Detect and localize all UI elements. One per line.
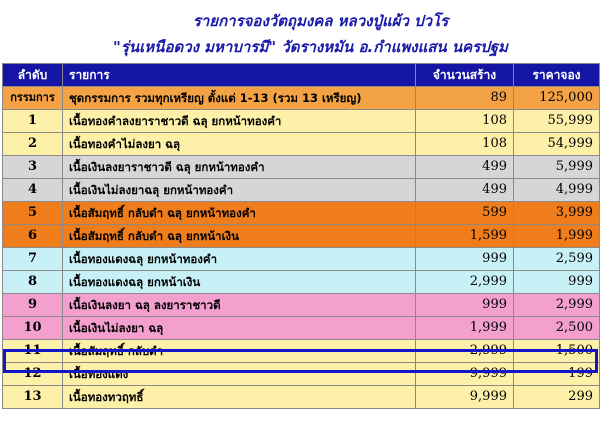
cell-item: เนื้อสัมฤทธิ์ กลับดำ — [63, 340, 416, 363]
cell-qty: 9,999 — [416, 363, 514, 386]
table-row — [3, 156, 600, 179]
table-row — [3, 110, 600, 133]
cell-qty: 999 — [416, 248, 514, 271]
cell-price: 2,500 — [514, 317, 600, 340]
cell-no: 3 — [3, 156, 63, 179]
column-header-item: รายการ — [63, 64, 416, 87]
cell-item: เนื้อทองทวฤทธิ์ — [63, 386, 416, 409]
cell-no: 7 — [3, 248, 63, 271]
cell-qty: 1,599 — [416, 225, 514, 248]
cell-item: เนื้อสัมฤทธิ์ กลับดำ ฉลุ ยกหน้าทองคำ — [63, 202, 416, 225]
cell-price: 1,999 — [514, 225, 600, 248]
table-row — [3, 179, 600, 202]
cell-price: 3,999 — [514, 202, 600, 225]
cell-price: 125,000 — [514, 87, 600, 110]
cell-price: 2,999 — [514, 294, 600, 317]
table-body — [3, 87, 600, 409]
cell-item: เนื้อเงินลงยา ฉลุ ลงยาราชาวดี — [63, 294, 416, 317]
cell-qty: 499 — [416, 156, 514, 179]
cell-price: 54,999 — [514, 133, 600, 156]
cell-item: เนื้อทองแดงฉลุ ยกหน้าเงิน — [63, 271, 416, 294]
cell-no: กรรมการ — [3, 87, 63, 110]
cell-qty: 499 — [416, 179, 514, 202]
cell-item: เนื้อทองคำไม่ลงยา ฉลุ — [63, 133, 416, 156]
cell-no: 6 — [3, 225, 63, 248]
cell-no: 10 — [3, 317, 63, 340]
header-line-2: "รุ่นเหนือดวง มหาบารมี" วัดรางหมัน อ.กำแพงแสน นครปฐม — [113, 38, 508, 56]
cell-no: 4 — [3, 179, 63, 202]
cell-price: 4,999 — [514, 179, 600, 202]
cell-no: 1 — [3, 110, 63, 133]
cell-item: เนื้อทองแดง — [63, 363, 416, 386]
cell-no: 13 — [3, 386, 63, 409]
cell-qty: 108 — [416, 133, 514, 156]
table-row — [3, 386, 600, 409]
cell-item: เนื้อทองแดงฉลุ ยกหน้าทองคำ — [63, 248, 416, 271]
cell-price: 1,500 — [514, 340, 600, 363]
cell-qty: 9,999 — [416, 386, 514, 409]
cell-qty: 599 — [416, 202, 514, 225]
table-row — [3, 271, 600, 294]
cell-qty: 2,999 — [416, 340, 514, 363]
table-row — [3, 202, 600, 225]
cell-qty: 89 — [416, 87, 514, 110]
cell-item: เนื้อสัมฤทธิ์ กลับดำ ฉลุ ยกหน้าเงิน — [63, 225, 416, 248]
cell-item: เนื้อเงินไม่ลงยา ฉลุ — [63, 317, 416, 340]
table-row — [3, 87, 600, 110]
column-header-no: ลำดับ — [3, 64, 63, 87]
cell-no: 2 — [3, 133, 63, 156]
table-row — [3, 248, 600, 271]
cell-no: 11 — [3, 340, 63, 363]
table-row — [3, 133, 600, 156]
cell-price: 5,999 — [514, 156, 600, 179]
cell-qty: 1,999 — [416, 317, 514, 340]
price-table — [2, 63, 600, 409]
table-header-row — [3, 64, 600, 87]
cell-qty: 999 — [416, 294, 514, 317]
cell-item: ชุดกรรมการ รวมทุกเหรียญ ตั้งแต่ 1-13 (รวม 13 เหรียญ) — [63, 87, 416, 110]
cell-no: 8 — [3, 271, 63, 294]
cell-item: เนื้อทองคำลงยาราชาวดี ฉลุ ยกหน้าทองคำ — [63, 110, 416, 133]
cell-price: 199 — [514, 363, 600, 386]
cell-no: 5 — [3, 202, 63, 225]
table-row — [3, 225, 600, 248]
cell-qty: 2,999 — [416, 271, 514, 294]
cell-price: 55,999 — [514, 110, 600, 133]
cell-price: 999 — [514, 271, 600, 294]
cell-price: 2,599 — [514, 248, 600, 271]
cell-no: 9 — [3, 294, 63, 317]
table-row — [3, 340, 600, 363]
column-header-qty: จำนวนสร้าง — [416, 64, 514, 87]
cell-price: 299 — [514, 386, 600, 409]
cell-qty: 108 — [416, 110, 514, 133]
cell-item: เนื้อเงินไม่ลงยาฉลุ ยกหน้าทองคำ — [63, 179, 416, 202]
table-row — [3, 317, 600, 340]
cell-item: เนื้อเงินลงยาราชาวดี ฉลุ ยกหน้าทองคำ — [63, 156, 416, 179]
table-row — [3, 294, 600, 317]
header-line-1: รายการจองวัตถุมงคล หลวงปู่แผ้ว ปวโร — [192, 12, 449, 30]
table-row — [3, 363, 600, 386]
cell-no: 12 — [3, 363, 63, 386]
column-header-price: ราคาจอง — [514, 64, 600, 87]
